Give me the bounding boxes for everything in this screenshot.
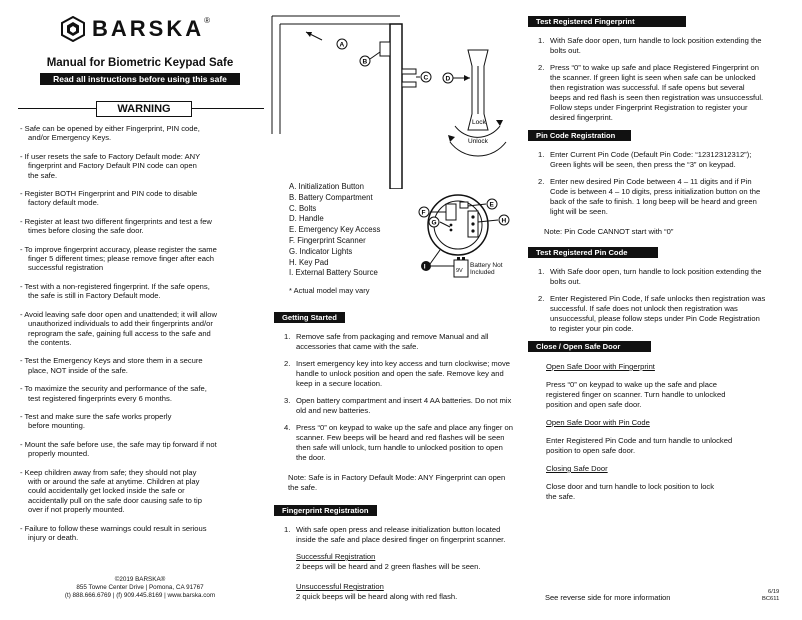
brand-name: BARSKA (92, 16, 205, 41)
callout-h: H (501, 217, 507, 225)
step-number: 2. (538, 294, 545, 303)
step-number: 1. (538, 36, 545, 45)
manual-title: Manual for Biometric Keypad Safe (46, 57, 234, 69)
warning-item: - Failure to follow these warnings could result in serious injury or death. (20, 523, 207, 542)
read-notice-bar (20, 73, 260, 85)
callout-i: I (423, 263, 426, 271)
step-number: 1. (284, 525, 291, 534)
warning-item: - Test the Emergency Keys and store them in a secure place, NOT inside of the safe. (20, 356, 203, 375)
step-text: With safe open press and release initialization button located inside the safe and place desired finger on fingerprint scanner. (296, 525, 506, 544)
step-text: Insert emergency key into key access and turn clockwise; move handle to unlock position and open the safe. Remove key and keep in a secure location. (296, 359, 510, 388)
step-text: With Safe door open, turn handle to lock position extending the bolts out. (550, 267, 762, 286)
warning-item: - Test and make sure the safe works properly before mounting. (20, 411, 172, 431)
step-text: Open battery compartment and insert 4 AA batteries. Do not mix old and new batteries. (296, 396, 512, 415)
warning-heading: WARNING (96, 101, 192, 117)
legend-item: C. Bolts (289, 203, 317, 213)
fingerprint-registration-heading: Fingerprint Registration (274, 505, 377, 516)
step-number: 2. (284, 359, 291, 368)
footer-left (20, 576, 260, 600)
warning-item: - Register at least two different fingerprints and test a few times before closing the safe door. (20, 216, 212, 236)
fingerprint-registration-steps (274, 525, 514, 545)
pin-note: Note: Pin Code CANNOT start with “0” (544, 227, 674, 236)
warning-list (20, 124, 268, 551)
step-text: Remove safe from packaging and remove Manual and all accessories that came with the safe. (296, 332, 489, 351)
step-text: Enter Registered Pin Code, If safe unlocks then registration was successful. If safe does not unlock then registration was unsuccessful, please follow steps under Pin Code Registration to register your pin code. (550, 294, 766, 333)
legend-item: F. Fingerprint Scanner (289, 235, 366, 245)
step-item (284, 359, 514, 389)
warning-item: - Register BOTH Fingerprint and PIN code to disable factory default mode. (20, 189, 198, 208)
warning-item: - Test with a non-registered fingerprint. If the safe opens, the safe is still in Factory Default mode. (20, 281, 210, 301)
legend-item: B. Battery Compartment (289, 192, 373, 202)
step-text: With Safe door open, turn handle to lock position extending the bolts out. (550, 36, 762, 55)
legend-item: A. Initialization Button (289, 182, 364, 191)
step-item (284, 332, 514, 352)
step-text: Enter new desired Pin Code between 4 – 11 digits and if Pin Code is between 4 – 10 digits, press initialization button on the back of the safe to finish. 1 long beep will be heard and green light will be seen. (550, 177, 761, 216)
step-text: Enter Current Pin Code (Default Pin Code: “12312312312”); Green lights will be seen, then press the “3” on keypad. (550, 150, 752, 169)
doc-code-id: BC611 (762, 596, 780, 602)
keypad-panel-diagram (410, 182, 520, 282)
safe-diagram (270, 14, 520, 189)
contact-info: (t) 888.666.6769 | (f) 909.445.8169 | www.barska.com (64, 592, 216, 599)
step-number: 1. (538, 150, 545, 159)
step-item (538, 267, 766, 287)
step-item (538, 150, 766, 170)
step-number: 1. (284, 332, 291, 341)
callout-i-icon (421, 261, 431, 271)
warning-item: - Avoid leaving safe door open and unattended; it will allow unauthorized individuals to add their fingerprints and/or reprogram the safe, gaining full access to the safe and the contents. (20, 309, 218, 347)
lock-label: Lock (472, 119, 486, 126)
doc-date: 6/19 (768, 589, 780, 595)
brand-mark: ® (204, 16, 211, 25)
callout-g: G (431, 219, 437, 227)
open-pin-title: Open Safe Door with Pin Code (546, 418, 650, 427)
read-notice: Read all instructions before using this safe (40, 73, 240, 85)
close-open-heading: Close / Open Safe Door (528, 341, 651, 352)
callout-b: B (362, 58, 368, 66)
pin-registration-heading: Pin Code Registration (528, 130, 631, 141)
closing-title: Closing Safe Door (546, 464, 608, 473)
getting-started-heading: Getting Started (274, 312, 345, 323)
battery-note: Battery Not Included (470, 262, 503, 276)
test-fingerprint-heading: Test Registered Fingerprint (528, 16, 686, 27)
address: 855 Towne Center Drive | Pomona, CA 91767 (76, 584, 204, 591)
step-text: Press “0” to wake up safe and place Registered Fingerprint on the scanner. If green light is seen when safe can be unlocked then registration was successful. If safe opens but several beeps and red flash is seen then registration was unsuccessful. Follow steps under Fingerprint Registration to register your desired fingerprint. (550, 63, 764, 122)
step-item (284, 396, 514, 416)
barska-logo-icon (60, 16, 86, 42)
battery-label: 9V (456, 268, 463, 274)
open-fingerprint-title: Open Safe Door with Fingerprint (546, 362, 655, 371)
footer-right: See reverse side for more information (545, 593, 671, 602)
right-column (528, 16, 766, 510)
legend-item: I. External Battery Source (289, 268, 378, 278)
step-item (538, 294, 766, 334)
step-item (284, 525, 514, 545)
model-note: * Actual model may vary (289, 286, 370, 295)
legend-item: D. Handle (289, 214, 324, 224)
copyright: ©2019 BARSKA® (114, 576, 166, 583)
step-item (538, 177, 766, 217)
pin-registration-steps (528, 150, 766, 217)
warning-item: - Safe can be opened by either Fingerprint, PIN code, and/or Emergency Keys. (20, 124, 200, 143)
parts-legend (289, 182, 380, 279)
step-item (538, 63, 766, 123)
callout-c: C (423, 74, 429, 82)
brand-logo (60, 16, 210, 42)
middle-column (274, 312, 514, 602)
fail-title: Unsuccessful Registration (296, 582, 384, 591)
step-number: 2. (538, 177, 545, 186)
unlock-label: Unlock (468, 138, 488, 145)
success-title: Successful Registration (296, 552, 376, 561)
step-number: 3. (284, 396, 291, 405)
getting-started-note: Note: Safe is in Factory Default Mode: ANY Fingerprint can open the safe. (288, 473, 506, 492)
step-number: 1. (538, 267, 545, 276)
step-number: 2. (538, 63, 545, 72)
fail-text: 2 quick beeps will be heard along with red flash. (296, 592, 458, 601)
warning-item: - If user resets the safe to Factory Default mode: ANY fingerprint and Factory Default PIN code can open the safe. (20, 151, 201, 180)
callout-a: A (339, 41, 345, 49)
step-item (284, 423, 514, 463)
legend-item: G. Indicator Lights (289, 246, 353, 256)
warning-item: - To improve fingerprint accuracy, please register the same finger 5 different times; please remove finger after each successful registration (20, 244, 217, 273)
step-text: Press “0” on keypad to wake up the safe and place any finger on scanner. Few beeps will be heard and red flashes will be seen then safe will unlock, turn handle to unlocked position to open the door. (296, 423, 513, 462)
success-text: 2 beeps will be heard and 2 green flashes will be seen. (296, 562, 481, 571)
test-pin-steps (528, 267, 766, 334)
warning-item: - To maximize the security and performance of the safe, test registered fingerprints every 6 months. (20, 384, 207, 403)
step-item (538, 36, 766, 56)
callout-e: E (489, 201, 494, 209)
doc-code (762, 589, 779, 603)
test-fingerprint-steps (528, 36, 766, 123)
legend-item: H. Key Pad (289, 257, 329, 267)
callout-d: D (445, 75, 451, 83)
step-number: 4. (284, 423, 291, 432)
open-pin-text: Enter Registered Pin Code and turn handle to unlocked position to open safe door. (546, 436, 733, 455)
getting-started-steps (274, 332, 514, 463)
legend-item: E. Emergency Key Access (289, 225, 381, 235)
test-pin-heading: Test Registered Pin Code (528, 247, 658, 258)
closing-text: Close door and turn handle to lock position to lock the safe. (546, 482, 715, 501)
warning-item: - Mount the safe before use, the safe may tip forward if not properly mounted. (20, 439, 217, 459)
warning-item: - Keep children away from safe; they should not play with or around the safe at anytime. Children at play could accidentally get locked inside the safe or accidentally pull on the safe door causing safe to tip over if not properly mounted. (20, 467, 202, 515)
callout-f: F (421, 209, 426, 217)
open-fingerprint-text: Press “0” on keypad to wake up the safe and place registered finger on scanner. Turn handle to unlocked position and open safe door. (546, 380, 726, 409)
